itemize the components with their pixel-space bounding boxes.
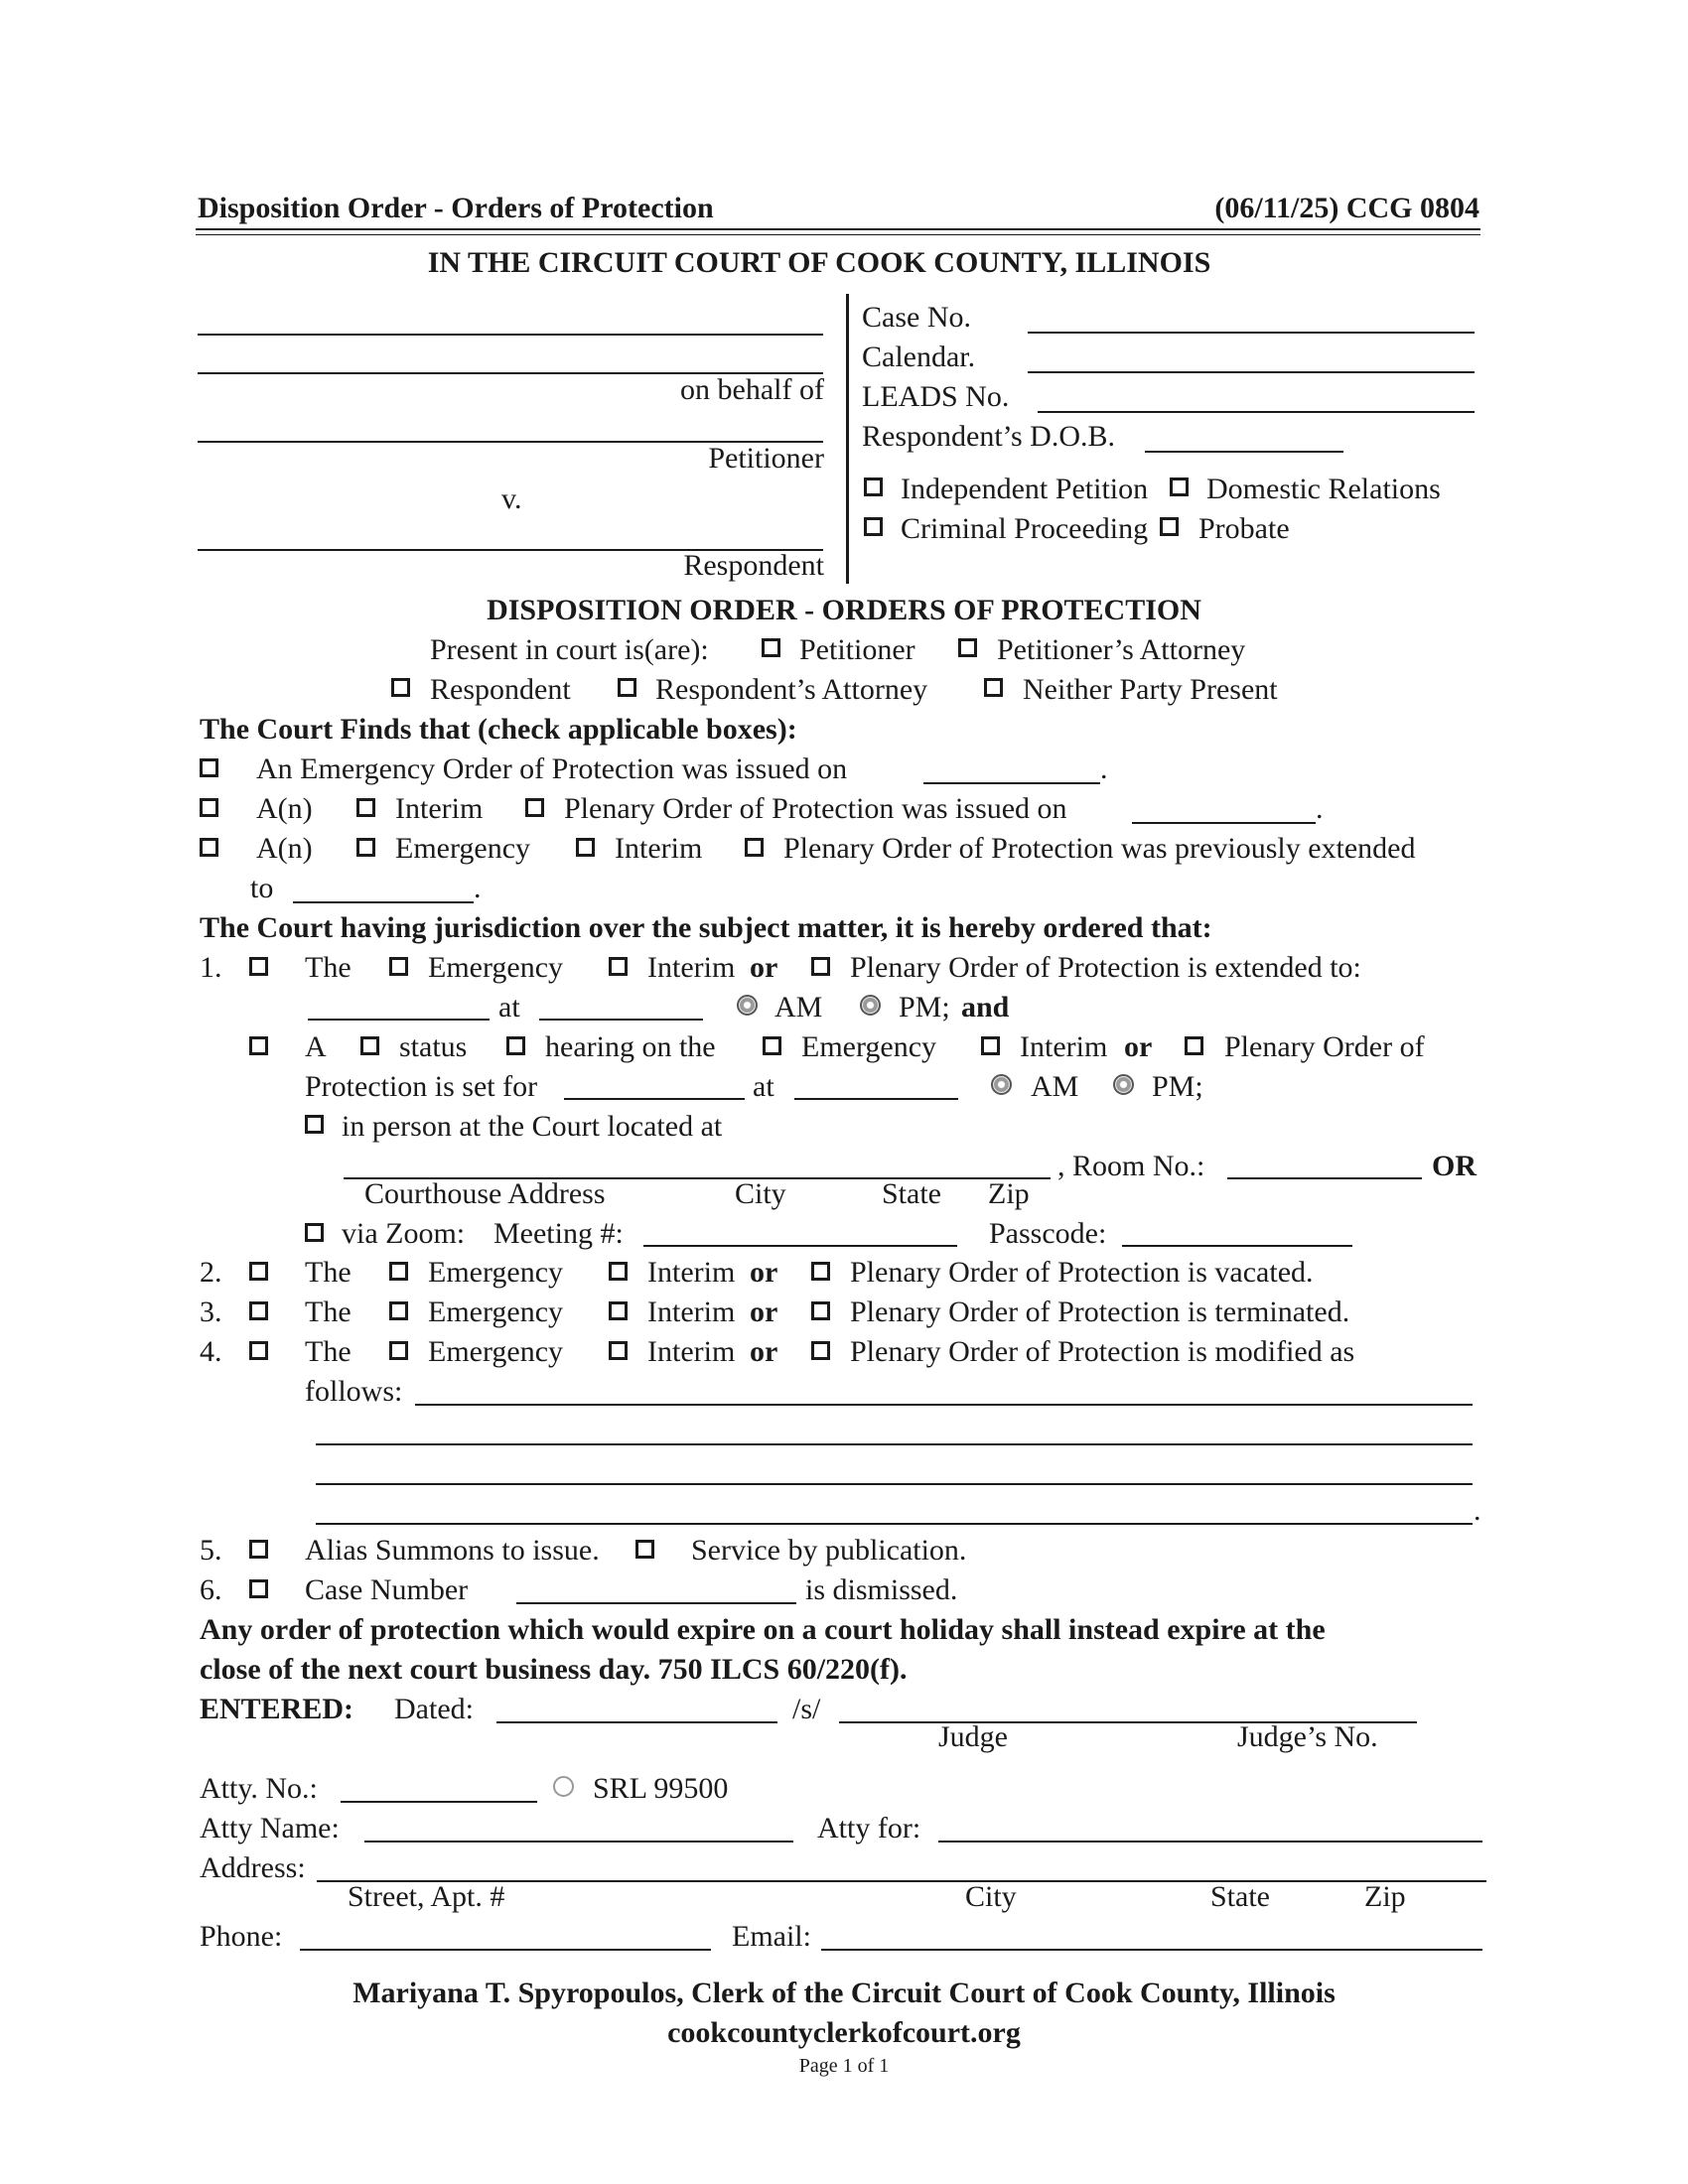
item-1-pm-radio[interactable] bbox=[860, 995, 881, 1016]
present-petitioner-attorney-checkbox[interactable] bbox=[958, 638, 977, 657]
modification-line-4[interactable] bbox=[316, 1523, 1473, 1525]
signature-s-label: /s/ bbox=[792, 1693, 821, 1725]
room-no-field[interactable] bbox=[1227, 1177, 1422, 1179]
finding-3-period: . bbox=[474, 872, 482, 904]
item-2-vacated-label: Plenary Order of Protection is vacated. bbox=[850, 1256, 1314, 1289]
present-neither-checkbox[interactable] bbox=[984, 678, 1003, 697]
finding-2-period: . bbox=[1316, 792, 1324, 825]
finding-3-plenary-checkbox[interactable] bbox=[745, 838, 764, 857]
service-publication-checkbox[interactable] bbox=[635, 1540, 654, 1559]
item-3-the: The bbox=[305, 1296, 352, 1328]
status-label: status bbox=[399, 1030, 468, 1063]
item-1-extended-label: Plenary Order of Protection is extended to: bbox=[850, 951, 1361, 984]
phone-field[interactable] bbox=[300, 1949, 711, 1951]
clerk-footer: Mariyana T. Spyropoulos, Clerk of the Circuit Court of Cook County, Illinois bbox=[352, 1977, 1336, 2009]
item-1-pm-label: PM; bbox=[899, 991, 950, 1024]
respondent-dob-label: Respondent’s D.O.B. bbox=[862, 420, 1115, 453]
item-1-or: or bbox=[750, 951, 778, 984]
probate-checkbox[interactable] bbox=[1160, 517, 1179, 536]
room-no-label: , Room No.: bbox=[1057, 1150, 1205, 1182]
address-label: Address: bbox=[200, 1851, 306, 1884]
hearing-am-label: AM bbox=[1031, 1070, 1079, 1103]
meeting-field[interactable] bbox=[643, 1245, 957, 1247]
finding-2-plenary-checkbox[interactable] bbox=[525, 798, 544, 817]
item-3-interim-checkbox[interactable] bbox=[609, 1301, 628, 1320]
item-1-checkbox[interactable] bbox=[249, 957, 268, 976]
zip-caption: Zip bbox=[1364, 1880, 1406, 1913]
item-3-interim-label: Interim bbox=[647, 1296, 736, 1328]
item-4-modified-label: Plenary Order of Protection is modified as bbox=[850, 1335, 1355, 1368]
case-no-field[interactable] bbox=[1028, 332, 1475, 334]
leads-no-field[interactable] bbox=[1038, 411, 1475, 413]
respondent-dob-field[interactable] bbox=[1145, 451, 1343, 453]
finding-3-interim-label: Interim bbox=[615, 832, 703, 865]
petitioner-label: Petitioner bbox=[708, 442, 824, 475]
item-1-plenary-checkbox[interactable] bbox=[811, 957, 830, 976]
hearing-emergency-checkbox[interactable] bbox=[763, 1036, 781, 1055]
item-3-emergency-checkbox[interactable] bbox=[389, 1301, 408, 1320]
present-petitioner-attorney-label: Petitioner’s Attorney bbox=[997, 633, 1246, 666]
finding-3-date[interactable] bbox=[293, 901, 474, 903]
holiday-notice-line-1: Any order of protection which would expire on a court holiday shall instead expire at the bbox=[200, 1613, 1326, 1646]
street-caption: Street, Apt. # bbox=[348, 1880, 505, 1913]
item-2-the: The bbox=[305, 1256, 352, 1289]
item-1-interim-label: Interim bbox=[647, 951, 736, 984]
item-2-plenary-checkbox[interactable] bbox=[811, 1262, 830, 1281]
item-2-emergency-label: Emergency bbox=[428, 1256, 564, 1289]
item-2-interim-checkbox[interactable] bbox=[609, 1262, 628, 1281]
present-label: Present in court is(are): bbox=[430, 633, 709, 666]
service-publication-label: Service by publication. bbox=[691, 1534, 967, 1567]
domestic-relations-checkbox[interactable] bbox=[1170, 478, 1189, 496]
on-behalf-of-label: on behalf of bbox=[680, 373, 824, 406]
item-3-or: or bbox=[750, 1296, 778, 1328]
present-neither-label: Neither Party Present bbox=[1023, 673, 1278, 706]
respondent-label: Respondent bbox=[683, 549, 824, 582]
judge-label: Judge bbox=[938, 1720, 1008, 1753]
srl-radio[interactable] bbox=[553, 1776, 574, 1797]
modification-line-1[interactable] bbox=[415, 1404, 1473, 1406]
hearing-date[interactable] bbox=[564, 1098, 745, 1100]
item-4-emergency-checkbox[interactable] bbox=[389, 1341, 408, 1360]
item-6-number: 6. bbox=[200, 1573, 222, 1606]
ordered-heading: The Court having jurisdiction over the subject matter, it is hereby ordered that: bbox=[200, 911, 1212, 944]
dismissed-label: is dismissed. bbox=[805, 1573, 958, 1606]
item-1-am-label: AM bbox=[774, 991, 823, 1024]
judge-no-label: Judge’s No. bbox=[1237, 1720, 1378, 1753]
item-4-or: or bbox=[750, 1335, 778, 1368]
item-3-plenary-checkbox[interactable] bbox=[811, 1301, 830, 1320]
item-3-emergency-label: Emergency bbox=[428, 1296, 564, 1328]
passcode-label: Passcode: bbox=[989, 1217, 1107, 1250]
finding-3-emergency-checkbox[interactable] bbox=[356, 838, 375, 857]
phone-label: Phone: bbox=[200, 1920, 283, 1953]
item-3-terminated-label: Plenary Order of Protection is terminated. bbox=[850, 1296, 1350, 1328]
header-rule-2 bbox=[196, 234, 1480, 235]
finding-emergency-issued-checkbox[interactable] bbox=[200, 758, 218, 777]
item-4-plenary-checkbox[interactable] bbox=[811, 1341, 830, 1360]
dated-field[interactable] bbox=[496, 1721, 777, 1723]
atty-for-label: Atty for: bbox=[817, 1812, 921, 1844]
hearing-pm-label: PM; bbox=[1152, 1070, 1203, 1103]
atty-no-field[interactable] bbox=[341, 1801, 537, 1803]
hearing-time[interactable] bbox=[794, 1098, 958, 1100]
item-4-interim-label: Interim bbox=[647, 1335, 736, 1368]
finding-3-interim-checkbox[interactable] bbox=[576, 838, 595, 857]
finding-3-emergency-label: Emergency bbox=[395, 832, 531, 865]
entered-label: ENTERED: bbox=[200, 1693, 354, 1725]
form-code: (06/11/25) CCG 0804 bbox=[1214, 192, 1479, 224]
item-1-and: and bbox=[961, 991, 1010, 1024]
form-title: Disposition Order - Orders of Protection bbox=[198, 192, 714, 224]
case-no-label: Case No. bbox=[862, 301, 971, 334]
hearing-interim-label: Interim bbox=[1020, 1030, 1108, 1063]
via-zoom-checkbox[interactable] bbox=[305, 1223, 324, 1242]
present-respondent-attorney-checkbox[interactable] bbox=[618, 678, 636, 697]
dismissed-case-number-field[interactable] bbox=[516, 1602, 796, 1604]
findings-heading: The Court Finds that (check applicable boxes): bbox=[200, 713, 797, 746]
atty-no-label: Atty. No.: bbox=[200, 1772, 318, 1805]
finding-3-an: A(n) bbox=[256, 832, 313, 865]
present-petitioner-checkbox[interactable] bbox=[762, 638, 780, 657]
item-1-extend-date[interactable] bbox=[308, 1019, 490, 1021]
item-4-the: The bbox=[305, 1335, 352, 1368]
hearing-emergency-label: Emergency bbox=[801, 1030, 937, 1063]
item-4-number: 4. bbox=[200, 1335, 222, 1368]
email-field[interactable] bbox=[821, 1949, 1482, 1951]
order-title: DISPOSITION ORDER - ORDERS OF PROTECTION bbox=[487, 594, 1201, 626]
item-5-number: 5. bbox=[200, 1534, 222, 1567]
atty-name-field[interactable] bbox=[364, 1841, 793, 1843]
alias-summons-label: Alias Summons to issue. bbox=[305, 1534, 600, 1567]
via-zoom-label: via Zoom: bbox=[342, 1217, 466, 1250]
finding-3-to: to bbox=[250, 872, 274, 904]
hearing-pm-radio[interactable] bbox=[1113, 1074, 1134, 1095]
finding-1-period: . bbox=[1100, 752, 1108, 785]
independent-petition-checkbox[interactable] bbox=[864, 478, 883, 496]
status-hearing-a: A bbox=[305, 1030, 327, 1063]
finding-3-plenary-label: Plenary Order of Protection was previously extended bbox=[783, 832, 1416, 865]
atty-for-field[interactable] bbox=[938, 1841, 1482, 1843]
state-caption: State bbox=[1210, 1880, 1270, 1913]
srl-label: SRL 99500 bbox=[593, 1772, 729, 1805]
hearing-am-radio[interactable] bbox=[991, 1074, 1012, 1095]
finding-extended-checkbox[interactable] bbox=[200, 838, 218, 857]
petitioner-name-line-1[interactable] bbox=[198, 334, 823, 336]
item-2-or: or bbox=[750, 1256, 778, 1289]
courthouse-address-caption: Courthouse Address bbox=[364, 1177, 606, 1210]
item-1-the: The bbox=[305, 951, 352, 984]
domestic-relations-label: Domestic Relations bbox=[1206, 473, 1441, 505]
modification-line-2[interactable] bbox=[316, 1443, 1473, 1445]
finding-2-plenary-label: Plenary Order of Protection was issued on bbox=[564, 792, 1067, 825]
item-1-number: 1. bbox=[200, 951, 222, 984]
page-number: Page 1 of 1 bbox=[798, 2055, 890, 2077]
item-3-checkbox[interactable] bbox=[249, 1301, 268, 1320]
alias-summons-checkbox[interactable] bbox=[249, 1540, 268, 1559]
dated-label: Dated: bbox=[394, 1693, 474, 1725]
court-title: IN THE CIRCUIT COURT OF COOK COUNTY, ILLINOIS bbox=[427, 246, 1211, 279]
item-2-checkbox[interactable] bbox=[249, 1262, 268, 1281]
finding-2-interim-checkbox[interactable] bbox=[356, 798, 375, 817]
versus-label: v. bbox=[501, 482, 522, 515]
hearing-plenary-label: Plenary Order of bbox=[1224, 1030, 1425, 1063]
hearing-label: hearing on the bbox=[545, 1030, 716, 1063]
item-2-emergency-checkbox[interactable] bbox=[389, 1262, 408, 1281]
modification-period: . bbox=[1474, 1494, 1481, 1527]
holiday-notice-line-2: close of the next court business day. 750 ILCS 60/220(f). bbox=[200, 1653, 908, 1686]
item-4-checkbox[interactable] bbox=[249, 1341, 268, 1360]
passcode-field[interactable] bbox=[1122, 1245, 1352, 1247]
item-1-interim-checkbox[interactable] bbox=[609, 957, 628, 976]
present-petitioner-label: Petitioner bbox=[799, 633, 915, 666]
in-person-checkbox[interactable] bbox=[305, 1115, 324, 1134]
item-3-number: 3. bbox=[200, 1296, 222, 1328]
item-1-am-radio[interactable] bbox=[737, 995, 758, 1016]
present-respondent-attorney-label: Respondent’s Attorney bbox=[655, 673, 928, 706]
in-person-label: in person at the Court located at bbox=[342, 1110, 723, 1143]
finding-2-an: A(n) bbox=[256, 792, 313, 825]
finding-emergency-issued-date[interactable] bbox=[923, 782, 1100, 784]
finding-2-interim-label: Interim bbox=[395, 792, 484, 825]
status-checkbox[interactable] bbox=[360, 1036, 379, 1055]
hearing-plenary-checkbox[interactable] bbox=[1185, 1036, 1203, 1055]
finding-issued-checkbox[interactable] bbox=[200, 798, 218, 817]
email-label: Email: bbox=[732, 1920, 811, 1953]
item-1-emergency-checkbox[interactable] bbox=[389, 957, 408, 976]
hearing-at: at bbox=[753, 1070, 774, 1103]
modification-line-3[interactable] bbox=[316, 1483, 1473, 1485]
hearing-interim-checkbox[interactable] bbox=[981, 1036, 1000, 1055]
present-respondent-checkbox[interactable] bbox=[391, 678, 410, 697]
item-2-number: 2. bbox=[200, 1256, 222, 1289]
calendar-label: Calendar. bbox=[862, 341, 976, 373]
item-1-extend-time[interactable] bbox=[539, 1019, 703, 1021]
protection-set-for-label: Protection is set for bbox=[305, 1070, 538, 1103]
status-hearing-checkbox[interactable] bbox=[249, 1036, 268, 1055]
courthouse-city-caption: City bbox=[735, 1177, 786, 1210]
case-number-label: Case Number bbox=[305, 1573, 469, 1606]
or-label: OR bbox=[1432, 1150, 1477, 1182]
leads-no-label: LEADS No. bbox=[862, 380, 1010, 413]
criminal-proceeding-label: Criminal Proceeding bbox=[901, 512, 1149, 545]
item-1-emergency-label: Emergency bbox=[428, 951, 564, 984]
caption-divider bbox=[846, 294, 849, 584]
probate-label: Probate bbox=[1198, 512, 1290, 545]
item-4-emergency-label: Emergency bbox=[428, 1335, 564, 1368]
finding-2-date[interactable] bbox=[1132, 822, 1316, 824]
city-caption: City bbox=[965, 1880, 1017, 1913]
finding-emergency-issued-label: An Emergency Order of Protection was issued on bbox=[256, 752, 848, 785]
criminal-proceeding-checkbox[interactable] bbox=[864, 517, 883, 536]
item-2-interim-label: Interim bbox=[647, 1256, 736, 1289]
courthouse-zip-caption: Zip bbox=[988, 1177, 1030, 1210]
item-4-interim-checkbox[interactable] bbox=[609, 1341, 628, 1360]
independent-petition-label: Independent Petition bbox=[901, 473, 1149, 505]
clerk-website[interactable]: cookcountyclerkofcourt.org bbox=[667, 2016, 1021, 2049]
case-dismissed-checkbox[interactable] bbox=[249, 1579, 268, 1598]
hearing-or: or bbox=[1124, 1030, 1153, 1063]
atty-name-label: Atty Name: bbox=[200, 1812, 340, 1844]
header-rule-1 bbox=[196, 228, 1480, 230]
calendar-field[interactable] bbox=[1028, 371, 1475, 373]
meeting-label: Meeting #: bbox=[493, 1217, 624, 1250]
item-4-follows-label: follows: bbox=[305, 1375, 403, 1408]
item-1-at: at bbox=[498, 991, 520, 1024]
present-respondent-label: Respondent bbox=[430, 673, 571, 706]
courthouse-state-caption: State bbox=[882, 1177, 941, 1210]
hearing-checkbox[interactable] bbox=[506, 1036, 525, 1055]
